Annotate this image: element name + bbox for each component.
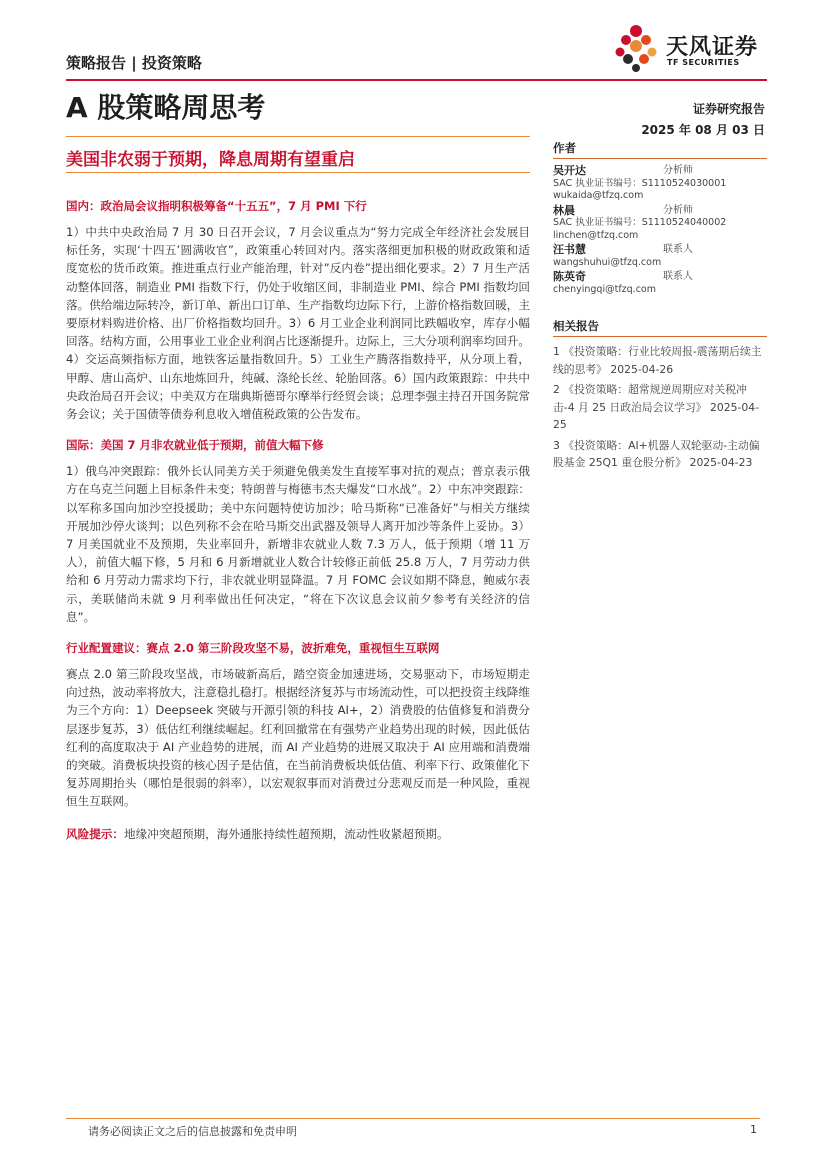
section-body: 1）俄乌冲突跟踪：俄外长认同美方关于须避免俄美发生直接军事对抗的观点；普京表示俄方在乌克兰问题上目标条件未变；特朗普与梅德韦杰夫爆发“口水战”。2）中东冲突跟踪：以军称多国向加沙空投援助；美中东问题特使访加沙；哈马斯称“已准备好”与相关方继续开展加沙停火谈判；以色列称不会在哈马斯交出武器及领导人离开加沙等条件上妥协。3）7 月美国就业不及预期，失业率回升，新增非农就业人数 7.3 万人，低于预期（增 11 万人），前值大幅下修，5 月和 6 月新增就业人数合计较修正前低 25.8 万人，7 月劳动力供给和 6 月劳动力需求均下行，非农就业明显降温。7 月 FOMC 会议如期不降息，鲍威尔表示，美联储尚未就 9 月利率做出任何决定，“将在下次议息会议前夕参考有关经济的信息”。: [66, 464, 530, 624]
author-name: 汪书慧: [553, 243, 586, 256]
report-category: 策略报告 | 投资策略: [66, 54, 202, 72]
section-body: 1）中共中央政治局 7 月 30 日召开会议，7 月会议重点为“努力完成全年经济社会发展目标任务，实现‘十四五’圆满收官”，政策重心转回对内。落实落细更加积极的财政政策和适度宽松的货币政策。推进重点行业产能治理，针对”反内卷”提出细化要求。2）7 月生产活动整体回落，制造业 PMI 指数下行，仍处于收缩区间，非制造业 PMI、综合 PMI 指数均回落。供给端边际转冷，新订单、新出口订单、生产指数均边际下行，上游价格指数回暖，主要原材料购进价格、出厂价格指数均回升。3）6 月工业企业利润同比跌幅收窄，库存小幅回落。结构方面，公用事业工业企业利润占比逐渐提升。边际上，三大分项利润率均回升。4）交运高频指标方面，地铁客运量指数回升。5）工业生产腾落指数持平，从分项上看，甲醇、唐山高炉、山东地炼回升，纯碱、涤纶长丝、轮胎回落。6）国内政策跟踪：中共中央政治局召开会议；中美双方在瑞典斯德哥尔摩举行经贸会谈；总理李强主持召开国务院常务会议；关于国债等债券利息收入增值税政策的公告发布。: [66, 225, 530, 422]
author-name: 吴开达: [553, 164, 586, 177]
main-content: [66, 198, 530, 843]
author-name: 陈英奇: [553, 270, 586, 283]
section-title: 国内：政治局会议指明积极筹备“十五五”，7 月 PMI 下行: [66, 199, 367, 213]
related-report-link[interactable]: 1 《投资策略：行业比较周报-震荡期后续主线的思考》 2025-04-26: [553, 345, 762, 376]
section-international: [66, 437, 530, 626]
related-report-link[interactable]: 3 《投资策略：AI+机器人双轮驱动-主动偏股基金 25Q1 重仓股分析》 2025-04-23: [553, 438, 760, 469]
section-title: 国际：美国 7 月非农就业低于预期，前值大幅下修: [66, 438, 324, 453]
author-role: 联系人: [663, 271, 693, 282]
authors-heading: 作者: [553, 140, 767, 159]
page-number: 1: [750, 1123, 757, 1136]
report-date: 2025 年 08 月 03 日: [641, 123, 765, 137]
author-role: 分析师: [663, 204, 693, 216]
report-type: 证券研究报告: [692, 102, 765, 116]
report-subtitle: 美国非农弱于预期，降息周期有望重启: [66, 150, 355, 170]
section-title: 行业配置建议：赛点 2.0 第三阶段攻坚不易，波折难免，重视恒生互联网: [66, 641, 440, 656]
header-divider: [66, 79, 767, 81]
risk-warning: [66, 825, 530, 843]
section-allocation: [66, 640, 530, 811]
risk-label: 风险提示：: [66, 826, 124, 841]
related-heading: 相关报告: [553, 318, 767, 337]
author-cert: SAC 执业证书编号：S1110524030001: [553, 177, 727, 189]
author-role: 联系人: [663, 244, 693, 255]
logo-text-en: TF SECURITIES: [667, 58, 740, 67]
author-name: 林晨: [553, 203, 575, 217]
footer-disclaimer: 请务必阅读正文之后的信息披露和免责申明: [88, 1125, 297, 1138]
related-report-link[interactable]: 2 《投资策略：超常规逆周期应对关税冲击-4 月 25 日政治局会议学习》 2025-04-25: [553, 383, 760, 431]
author-role: 分析师: [663, 165, 693, 176]
author-email[interactable]: linchen@tfzq.com: [553, 229, 639, 241]
section-domestic: [66, 198, 530, 423]
logo-text-cn: 天风证券: [666, 35, 759, 60]
author-card: [553, 165, 767, 203]
author-card: [553, 244, 767, 269]
company-logo: [610, 20, 770, 76]
author-email[interactable]: chenyingqi@tfzq.com: [553, 283, 656, 295]
logo-mark-icon: [610, 22, 662, 74]
risk-text: 地缘冲突超预期，海外通胀持续性超预期，流动性收紧超预期。: [123, 826, 449, 841]
footer-divider: [66, 1118, 760, 1119]
author-card: [553, 205, 767, 243]
subtitle-rule-bottom: [66, 172, 530, 173]
author-card: [553, 271, 767, 296]
subtitle-rule-top: [66, 136, 530, 137]
author-email[interactable]: wangshuhui@tfzq.com: [553, 256, 662, 268]
author-email[interactable]: wukaida@tfzq.com: [553, 190, 644, 201]
author-cert: SAC 执业证书编号：S1110524040002: [553, 217, 727, 228]
section-body: 赛点 2.0 第三阶段攻坚战，市场破新高后，踏空资金加速进场，交易驱动下，市场短期走向过热，波动率将放大，注意稳扎稳打。根据经济复苏与市场流动性，可以把投资主线降维为三个方向：1）Deepseek 突破与开源引领的科技 AI+，2）消费股的估值修复和消费分层逐步复苏，3）低估红利继续崛起。红利回撤常在有强势产业趋势出现的时候，因此低估红利的高度取决于 AI 产业趋势的进展，而 AI 产业趋势的进展又取决于 AI 应用端和消费端的突破。消费板块投资的核心因子是估值，在当前消费板块低估值、利率下行、政策催化下复苏周期抬头（哪怕是很弱的斜率），以宏观叙事而对消费过分悲观反而是一种风险，重视恒生互联网。: [66, 667, 530, 809]
sidebar: [553, 140, 767, 475]
report-title: A 股策略周思考: [66, 91, 266, 124]
